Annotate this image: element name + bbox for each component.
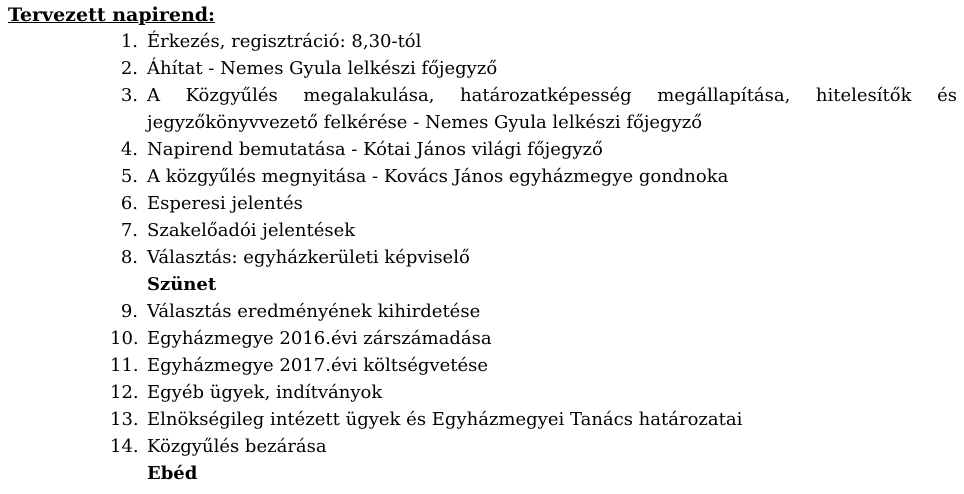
item-number: 7.	[120, 220, 138, 241]
item-number: 13.	[110, 409, 139, 430]
item-number: 8.	[120, 247, 138, 268]
agenda-item	[0, 298, 964, 325]
item-text: Közgyűlés bezárása	[147, 436, 327, 457]
agenda-item	[0, 28, 964, 55]
lunch-label: Ebéd	[147, 463, 198, 484]
item-number: 1.	[120, 31, 138, 52]
item-text: Napirend bemutatása - Kótai János világi főjegyző	[147, 139, 603, 160]
agenda-item	[0, 55, 964, 82]
item-number: 11.	[110, 355, 139, 376]
item-number: 14.	[110, 436, 139, 457]
item-number: 9.	[120, 301, 138, 322]
item-text: Elnökségileg intézett ügyek és Egyházmegyei Tanács határozatai	[147, 409, 743, 430]
item-number: 12.	[110, 382, 139, 403]
agenda-title: Tervezett napirend:	[8, 4, 216, 26]
item-text: Áhítat - Nemes Gyula lelkészi főjegyző	[147, 58, 498, 79]
agenda-item	[0, 406, 964, 433]
item-text: Választás: egyházkerületi képviselő	[147, 247, 470, 268]
break-label: Szünet	[147, 274, 217, 295]
item-text	[147, 82, 957, 136]
agenda-item	[0, 433, 964, 460]
item-text: Választás eredményének kihirdetése	[147, 301, 481, 322]
agenda-break	[0, 271, 964, 298]
item-text-line-1: A Közgyűlés megalakulása, határozatképesség megállapítása, hitelesítők és	[147, 85, 957, 106]
item-text: Egyházmegye 2017.évi költségvetése	[147, 355, 488, 376]
agenda-lunch	[0, 460, 964, 487]
item-text: Szakelőadói jelentések	[147, 220, 356, 241]
agenda-item	[0, 82, 964, 136]
agenda-item	[0, 379, 964, 406]
item-text: A közgyűlés megnyitása - Kovács János egyházmegye gondnoka	[147, 166, 729, 187]
item-number: 4.	[120, 139, 138, 160]
agenda-item	[0, 136, 964, 163]
item-number: 10.	[110, 328, 139, 349]
item-text: Egyéb ügyek, indítványok	[147, 382, 383, 403]
agenda-item	[0, 163, 964, 190]
agenda-item	[0, 217, 964, 244]
agenda-item	[0, 325, 964, 352]
item-text: Egyházmegye 2016.évi zárszámadása	[147, 328, 492, 349]
item-text: Esperesi jelentés	[147, 193, 303, 214]
agenda-item	[0, 352, 964, 379]
agenda-list	[0, 28, 964, 487]
item-text-line-2: jegyzőkönyvvezető felkérése - Nemes Gyula lelkészi főjegyző	[147, 112, 703, 133]
item-number: 6.	[120, 193, 138, 214]
item-number: 5.	[120, 166, 138, 187]
agenda-item	[0, 190, 964, 217]
agenda-item	[0, 244, 964, 271]
item-number: 2.	[120, 58, 138, 79]
item-text: Érkezés, regisztráció: 8,30-tól	[147, 31, 422, 52]
item-number: 3.	[120, 85, 138, 106]
